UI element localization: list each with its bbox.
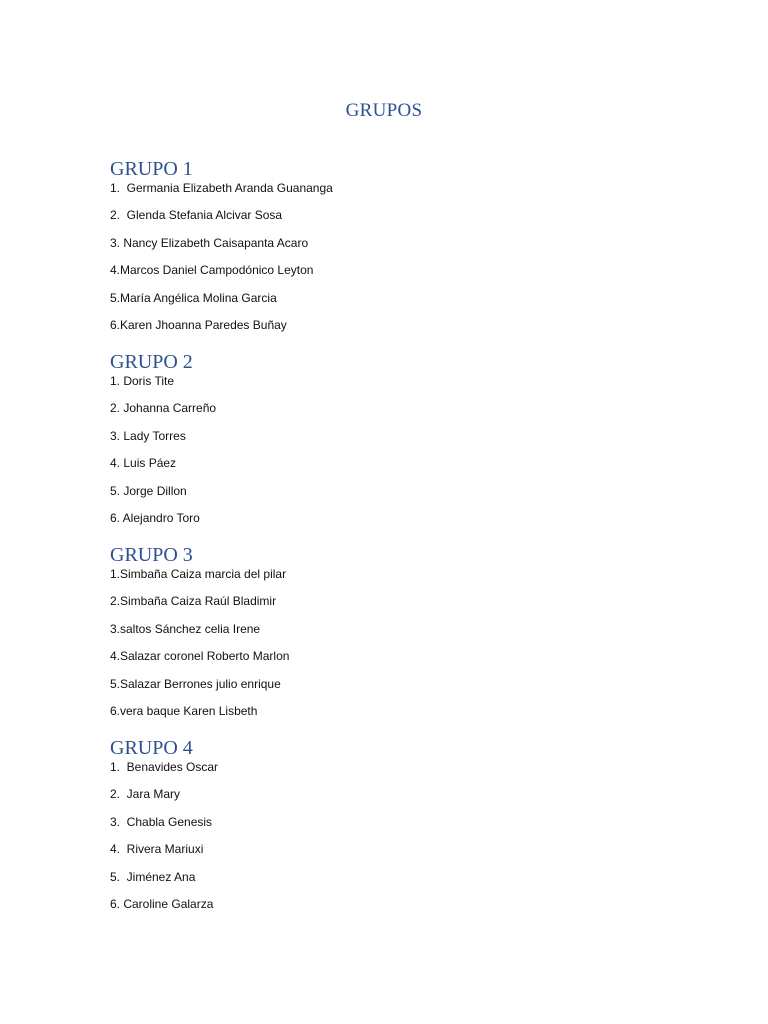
member-item: 2. Jara Mary	[110, 787, 181, 802]
member-item: 5.Salazar Berrones julio enrique	[110, 676, 281, 691]
group-heading: GRUPO 2	[110, 351, 193, 373]
member-item: 5. Jiménez Ana	[110, 869, 196, 884]
member-item: 6. Alejandro Toro	[110, 510, 200, 525]
group-section-2	[110, 351, 670, 538]
member-item: 6.Karen Jhoanna Paredes Buñay	[110, 317, 287, 332]
member-item: 6. Caroline Galarza	[110, 896, 214, 911]
member-item: 4.Marcos Daniel Campodónico Leyton	[110, 263, 314, 278]
document-title: GRUPOS	[345, 100, 423, 121]
group-section-1	[110, 158, 670, 345]
member-item: 2.Simbaña Caiza Raúl Bladimir	[110, 594, 277, 609]
member-item: 3. Nancy Elizabeth Caisapanta Acaro	[110, 235, 309, 250]
group-section-3	[110, 544, 670, 731]
member-item: 1.Simbaña Caiza marcia del pilar	[110, 567, 287, 581]
member-item: 4.Salazar coronel Roberto Marlon	[110, 649, 290, 664]
member-item: 1. Benavides Oscar	[110, 760, 219, 774]
member-item: 2. Johanna Carreño	[110, 401, 217, 416]
member-item: 3.saltos Sánchez celia Irene	[110, 621, 261, 636]
member-item: 3. Lady Torres	[110, 428, 186, 443]
group-section-4	[110, 737, 670, 924]
member-item: 6.vera baque Karen Lisbeth	[110, 703, 258, 718]
member-item: 5. Jorge Dillon	[110, 483, 187, 498]
member-item: 4. Rivera Mariuxi	[110, 842, 204, 857]
group-heading: GRUPO 1	[110, 158, 193, 180]
member-item: 5.María Angélica Molina Garcia	[110, 290, 277, 305]
member-item: 1. Germania Elizabeth Aranda Guananga	[110, 181, 333, 195]
member-item: 4. Luis Páez	[110, 456, 177, 471]
member-item: 3. Chabla Genesis	[110, 814, 213, 829]
member-item: 2. Glenda Stefania Alcivar Sosa	[110, 208, 283, 223]
group-heading: GRUPO 4	[110, 737, 193, 759]
group-heading: GRUPO 3	[110, 544, 193, 566]
member-item: 1. Doris Tite	[110, 374, 175, 388]
